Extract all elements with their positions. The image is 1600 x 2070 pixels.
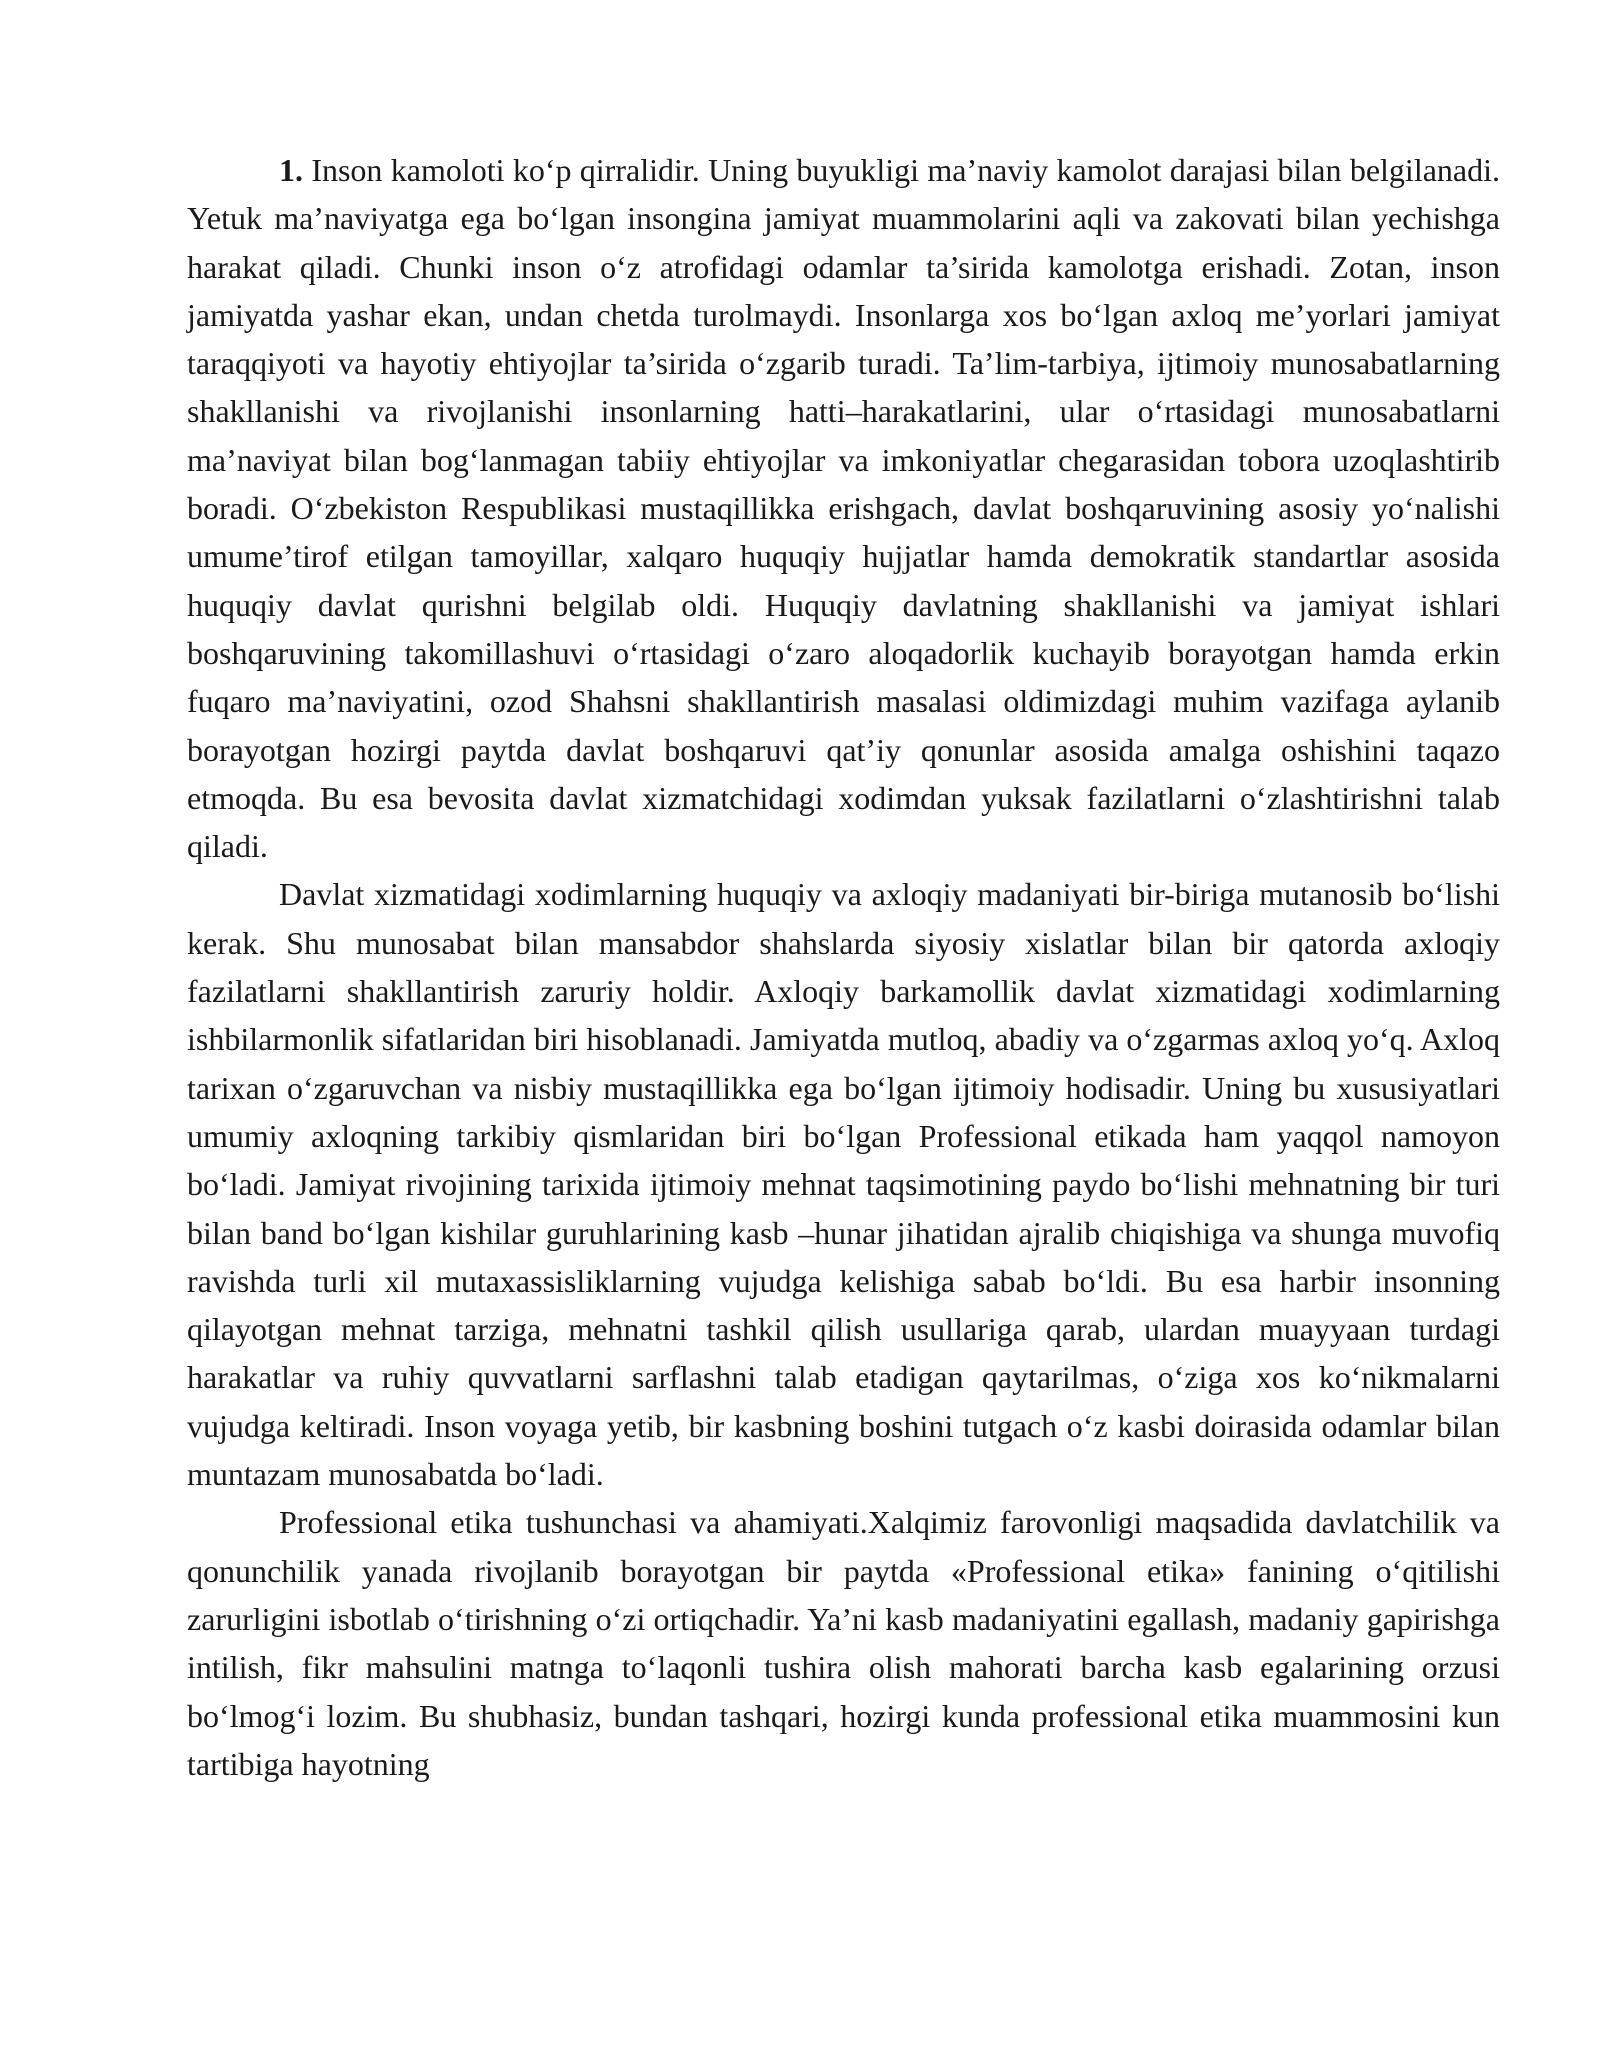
paragraph-2 bbox=[187, 870, 1500, 1498]
paragraph-text: Professional etika tushunchasi va ahamiyati.Xalqimiz farovonligi maqsadida davlatchilik va qonunchilik yanada rivojlanib borayotgan bir paytda «Professional etika» fanining o‘qitilishi zarurligini isbotlab o‘tirishning o‘zi ortiqchadir. Ya’ni kasb madaniyatini egallash, madaniy gapirishga intilish, fikr mahsulini matnga to‘laqonli tushira olish mahorati barcha kasb egalarining orzusi bo‘lmog‘i lozim. Bu shubhasiz, bundan tashqari, hozirgi kunda professional etika muammosini kun tartibiga hayotning bbox=[187, 1504, 1500, 1782]
paragraph-text: Inson kamoloti ko‘p qirralidir. Uning buyukligi ma’naviy kamolot darajasi bilan belgilanadi. Yetuk ma’naviyatga ega bo‘lgan insongina jamiyat muammolarini aqli va zakovati bilan yechishga harakat qiladi. Chunki inson o‘z atrofidagi odamlar ta’sirida kamolotga erishadi. Zotan, inson jamiyatda yashar ekan, undan chetda turolmaydi. Insonlarga xos bo‘lgan axloq me’yorlari jamiyat taraqqiyoti va hayotiy ehtiyojlar ta’sirida o‘zgarib turadi. Ta’lim-tarbiya, ijtimoiy munosabatlarning shakllanishi va rivojlanishi insonlarning hatti–harakatlarini, ular o‘rtasidagi munosabatlarni ma’naviyat bilan bog‘lanmagan tabiiy ehtiyojlar va imkoniyatlar chegarasidan tobora uzoqlashtirib boradi. O‘zbekiston Respublikasi mustaqillikka erishgach, davlat boshqaruvining asosiy yo‘nalishi umume’tirof etilgan tamoyillar, xalqaro huquqiy hujjatlar hamda demokratik standartlar asosida huquqiy davlat qurishni belgilab oldi. Huquqiy davlatning shakllanishi va jamiyat ishlari boshqaruvining takomillashuvi o‘rtasidagi o‘zaro aloqadorlik kuchayib borayotgan hamda erkin fuqaro ma’naviyatini, ozod Shahsni shakllantirish masalasi oldimizdagi muhim vazifaga aylanib borayotgan hozirgi paytda davlat boshqaruvi qat’iy qonunlar asosida amalga oshishini taqazo etmoqda. Bu esa bevosita davlat xizmatchidagi xodimdan yuksak fazilatlarni o‘zlashtirishni talab qiladi. bbox=[187, 152, 1500, 865]
paragraph-number: 1. bbox=[279, 152, 303, 188]
document-body bbox=[187, 146, 1500, 1788]
paragraph-1 bbox=[187, 146, 1500, 870]
paragraph-3 bbox=[187, 1498, 1500, 1788]
paragraph-text: Davlat xizmatidagi xodimlarning huquqiy va axloqiy madaniyati bir-biriga mutanosib bo‘lishi kerak. Shu munosabat bilan mansabdor shahslarda siyosiy xislatlar bilan bir qatorda axloqiy fazilatlarni shakllantirish zaruriy holdir. Axloqiy barkamollik davlat xizmatidagi xodimlarning ishbilarmonlik sifatlaridan biri hisoblanadi. Jamiyatda mutloq, abadiy va o‘zgarmas axloq yo‘q. Axloq tarixan o‘zgaruvchan va nisbiy mustaqillikka ega bo‘lgan ijtimoiy hodisadir. Uning bu xususiyatlari umumiy axloqning tarkibiy qismlaridan biri bo‘lgan Professional etikada ham yaqqol namoyon bo‘ladi. Jamiyat rivojining tarixida ijtimoiy mehnat taqsimotining paydo bo‘lishi mehnatning bir turi bilan band bo‘lgan kishilar guruhlarining kasb –hunar jihatidan ajralib chiqishiga va shunga muvofiq ravishda turli xil mutaxassisliklarning vujudga kelishiga sabab bo‘ldi. Bu esa harbir insonning qilayotgan mehnat tarziga, mehnatni tashkil qilish usullariga qarab, ulardan muayyaan turdagi harakatlar va ruhiy quvvatlarni sarflashni talab etadigan qaytarilmas, o‘ziga xos ko‘nikmalarni vujudga keltiradi. Inson voyaga yetib, bir kasbning boshini tutgach o‘z kasbi doirasida odamlar bilan muntazam munosabatda bo‘ladi. bbox=[187, 876, 1500, 1493]
